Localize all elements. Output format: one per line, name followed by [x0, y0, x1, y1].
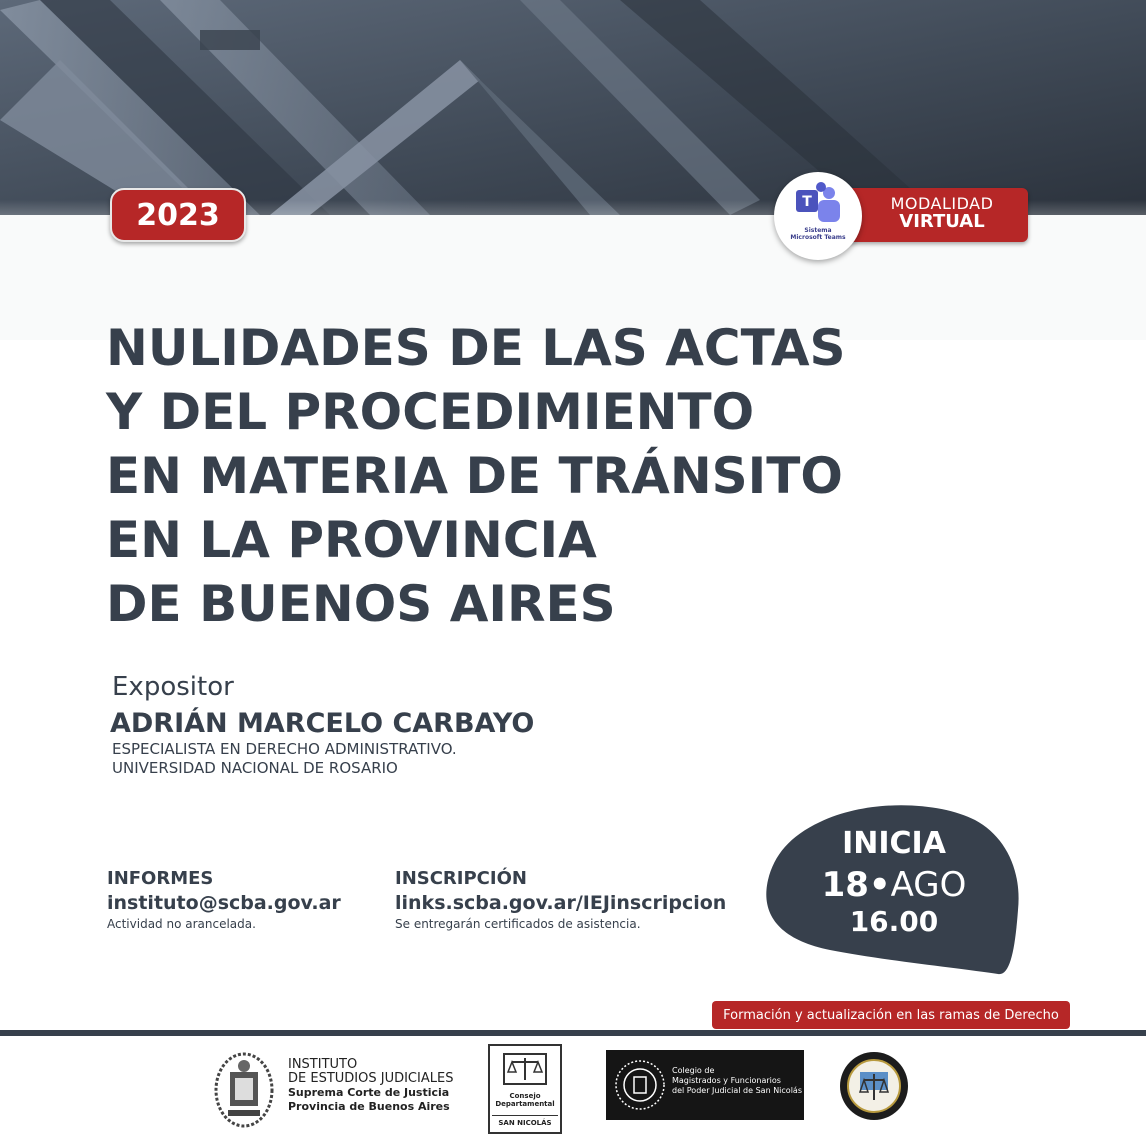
- speaker-label: Expositor: [112, 672, 234, 702]
- modality-line1: MODALIDAD: [890, 194, 994, 213]
- informes-note: Actividad no arancelada.: [107, 917, 256, 931]
- start-month: AGO: [890, 865, 967, 905]
- consejo-name: Consejo Departamental: [495, 1092, 555, 1108]
- iej-line: Suprema Corte de Justicia: [288, 1086, 450, 1099]
- tagline-text: Formación y actualización en las ramas de Derecho: [723, 1007, 1059, 1023]
- start-day-month: [790, 865, 998, 905]
- colegio-logo: [606, 1050, 804, 1120]
- informes-block: [107, 868, 341, 931]
- inscripcion-heading: INSCRIPCIÓN: [395, 868, 527, 889]
- colegio-name: Colegio de Magistrados y Funcionarios del Poder Judicial de San Nicolás: [672, 1066, 802, 1095]
- consejo-location: SAN NICOLÁS: [492, 1115, 558, 1130]
- iej-line: INSTITUTO: [288, 1057, 358, 1072]
- hero-background: [0, 0, 1146, 340]
- start-day: 18: [821, 865, 869, 905]
- start-label: INICIA: [842, 826, 946, 861]
- teams-logo: [774, 172, 862, 260]
- title-line: EN MATERIA DE TRÁNSITO: [106, 447, 843, 505]
- iej-crest-icon: [214, 1050, 274, 1130]
- start-time: 16.00: [849, 905, 939, 938]
- title-line: DE BUENOS AIRES: [106, 575, 616, 633]
- consejo-logo: [488, 1044, 562, 1134]
- title-line: Y DEL PROCEDIMIENTO: [106, 383, 755, 441]
- teams-caption: Sistema Microsoft Teams: [790, 227, 846, 241]
- footer-divider: [0, 1030, 1146, 1036]
- microsoft-teams-icon: [774, 172, 862, 232]
- informes-heading: INFORMES: [107, 868, 214, 889]
- speaker-credentials: [112, 740, 457, 778]
- inscripcion-link[interactable]: links.scba.gov.ar/IEJinscripcion: [395, 892, 727, 914]
- year-text: 2023: [136, 197, 220, 233]
- iej-line: Provincia de Buenos Aires: [288, 1100, 450, 1113]
- colegio-seal-icon: [612, 1057, 668, 1113]
- title-line: NULIDADES DE LAS ACTAS: [106, 319, 846, 377]
- informes-email-link[interactable]: instituto@scba.gov.ar: [107, 892, 341, 914]
- modality-line2: VIRTUAL: [899, 210, 985, 232]
- inscripcion-note: Se entregarán certificados de asistencia.: [395, 917, 641, 931]
- event-title: [106, 316, 1006, 636]
- start-separator: •: [868, 865, 891, 905]
- iej-name: [288, 1058, 453, 1114]
- inscripcion-block: [395, 868, 726, 931]
- scales-icon: [490, 1048, 560, 1092]
- speaker-detail-line: UNIVERSIDAD NACIONAL DE ROSARIO: [112, 759, 398, 777]
- year-badge: [110, 188, 246, 242]
- svg-text:T: T: [802, 194, 812, 210]
- tagline-badge: [712, 1001, 1070, 1029]
- speaker-name: ADRIÁN MARCELO CARBAYO: [110, 708, 535, 739]
- title-line: EN LA PROVINCIA: [106, 511, 597, 569]
- association-seal-icon: [838, 1050, 910, 1122]
- iej-line: DE ESTUDIOS JUDICIALES: [288, 1071, 454, 1086]
- speaker-detail-line: ESPECIALISTA EN DERECHO ADMINISTRATIVO.: [112, 740, 457, 758]
- start-date: [790, 826, 998, 938]
